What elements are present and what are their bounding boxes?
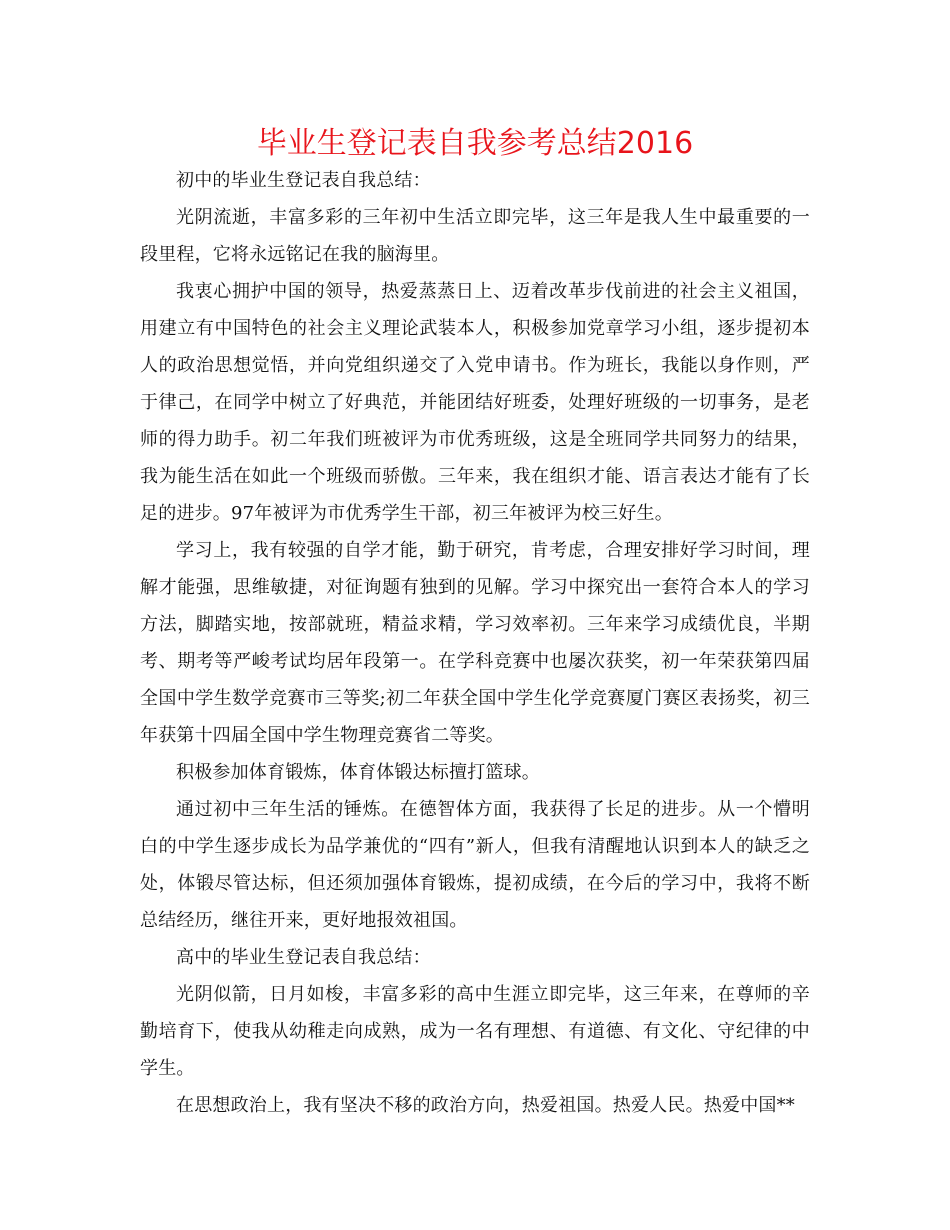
paragraph-2: 光阴流逝，丰富多彩的三年初中生活立即完毕，这三年是我人生中最重要的一段里程，它将永远铭记在我的脑海里。 (140, 207, 810, 265)
paragraph-5: 积极参加体育锻炼，体育体锻达标擅打篮球。 (176, 762, 540, 783)
paragraph-8: 光阴似箭，日月如梭，丰富多彩的高中生涯立即完毕，这三年来，在尊师的辛勤培育下，使我从幼稚走向成熟，成为一名有理想、有道德、有文化、守纪律的中学生。 (140, 984, 810, 1079)
paragraph-3: 我衷心拥护中国的领导，热爱蒸蒸日上、迈着改革步伐前进的社会主义祖国，用建立有中国特色的社会主义理论武装本人，积极参加党章学习小组，逐步提初本人的政治思想觉悟，并向党组织递交了入党申请书。作为班长，我能以身作则，严于律己，在同学中树立了好典范，并能团结好班委，处理好班级的一切事务，是老师的得力助手。初二年我们班被评为市优秀班级，这是全班同学共同努力的结果，我为能生活在如此一个班级而骄傲。三年来，我在组织才能、语言表达才能有了长足的进步。97年被评为市优秀学生干部，初三年被评为校三好生。 (140, 281, 810, 524)
paragraph-1: 初中的毕业生登记表自我总结： (176, 170, 431, 191)
document-body (140, 162, 810, 1124)
paragraph-4: 学习上，我有较强的自学才能，勤于研究，肯考虑，合理安排好学习时间，理解才能强，思维敏捷，对征询题有独到的见解。学习中探究出一套符合本人的学习方法，脚踏实地，按部就班，精益求精，学习效率初。三年来学习成绩优良，半期考、期考等严峻考试均居年段第一。在学科竞赛中也屡次获奖，初一年荣获第四届全国中学生数学竞赛市三等奖;初二年获全国中学生化学竞赛厦门赛区表扬奖，初三年获第十四届全国中学生物理竞赛省二等奖。 (140, 540, 810, 746)
document-title: 毕业生登记表自我参考总结2016 (256, 126, 694, 161)
paragraph-6: 通过初中三年生活的锤炼。在德智体方面，我获得了长足的进步。从一个懵明白的中学生逐步成长为品学兼优的“四有”新人，但我有清醒地认识到本人的缺乏之处，体锻尽管达标，但还须加强体育锻炼，提初成绩，在今后的学习中，我将不断总结经历，继往开来，更好地报效祖国。 (140, 799, 810, 931)
paragraph-9: 在思想政治上，我有坚决不移的政治方向，热爱祖国。热爱人民。热爱中国** (176, 1095, 795, 1116)
paragraph-7: 高中的毕业生登记表自我总结： (176, 947, 431, 968)
